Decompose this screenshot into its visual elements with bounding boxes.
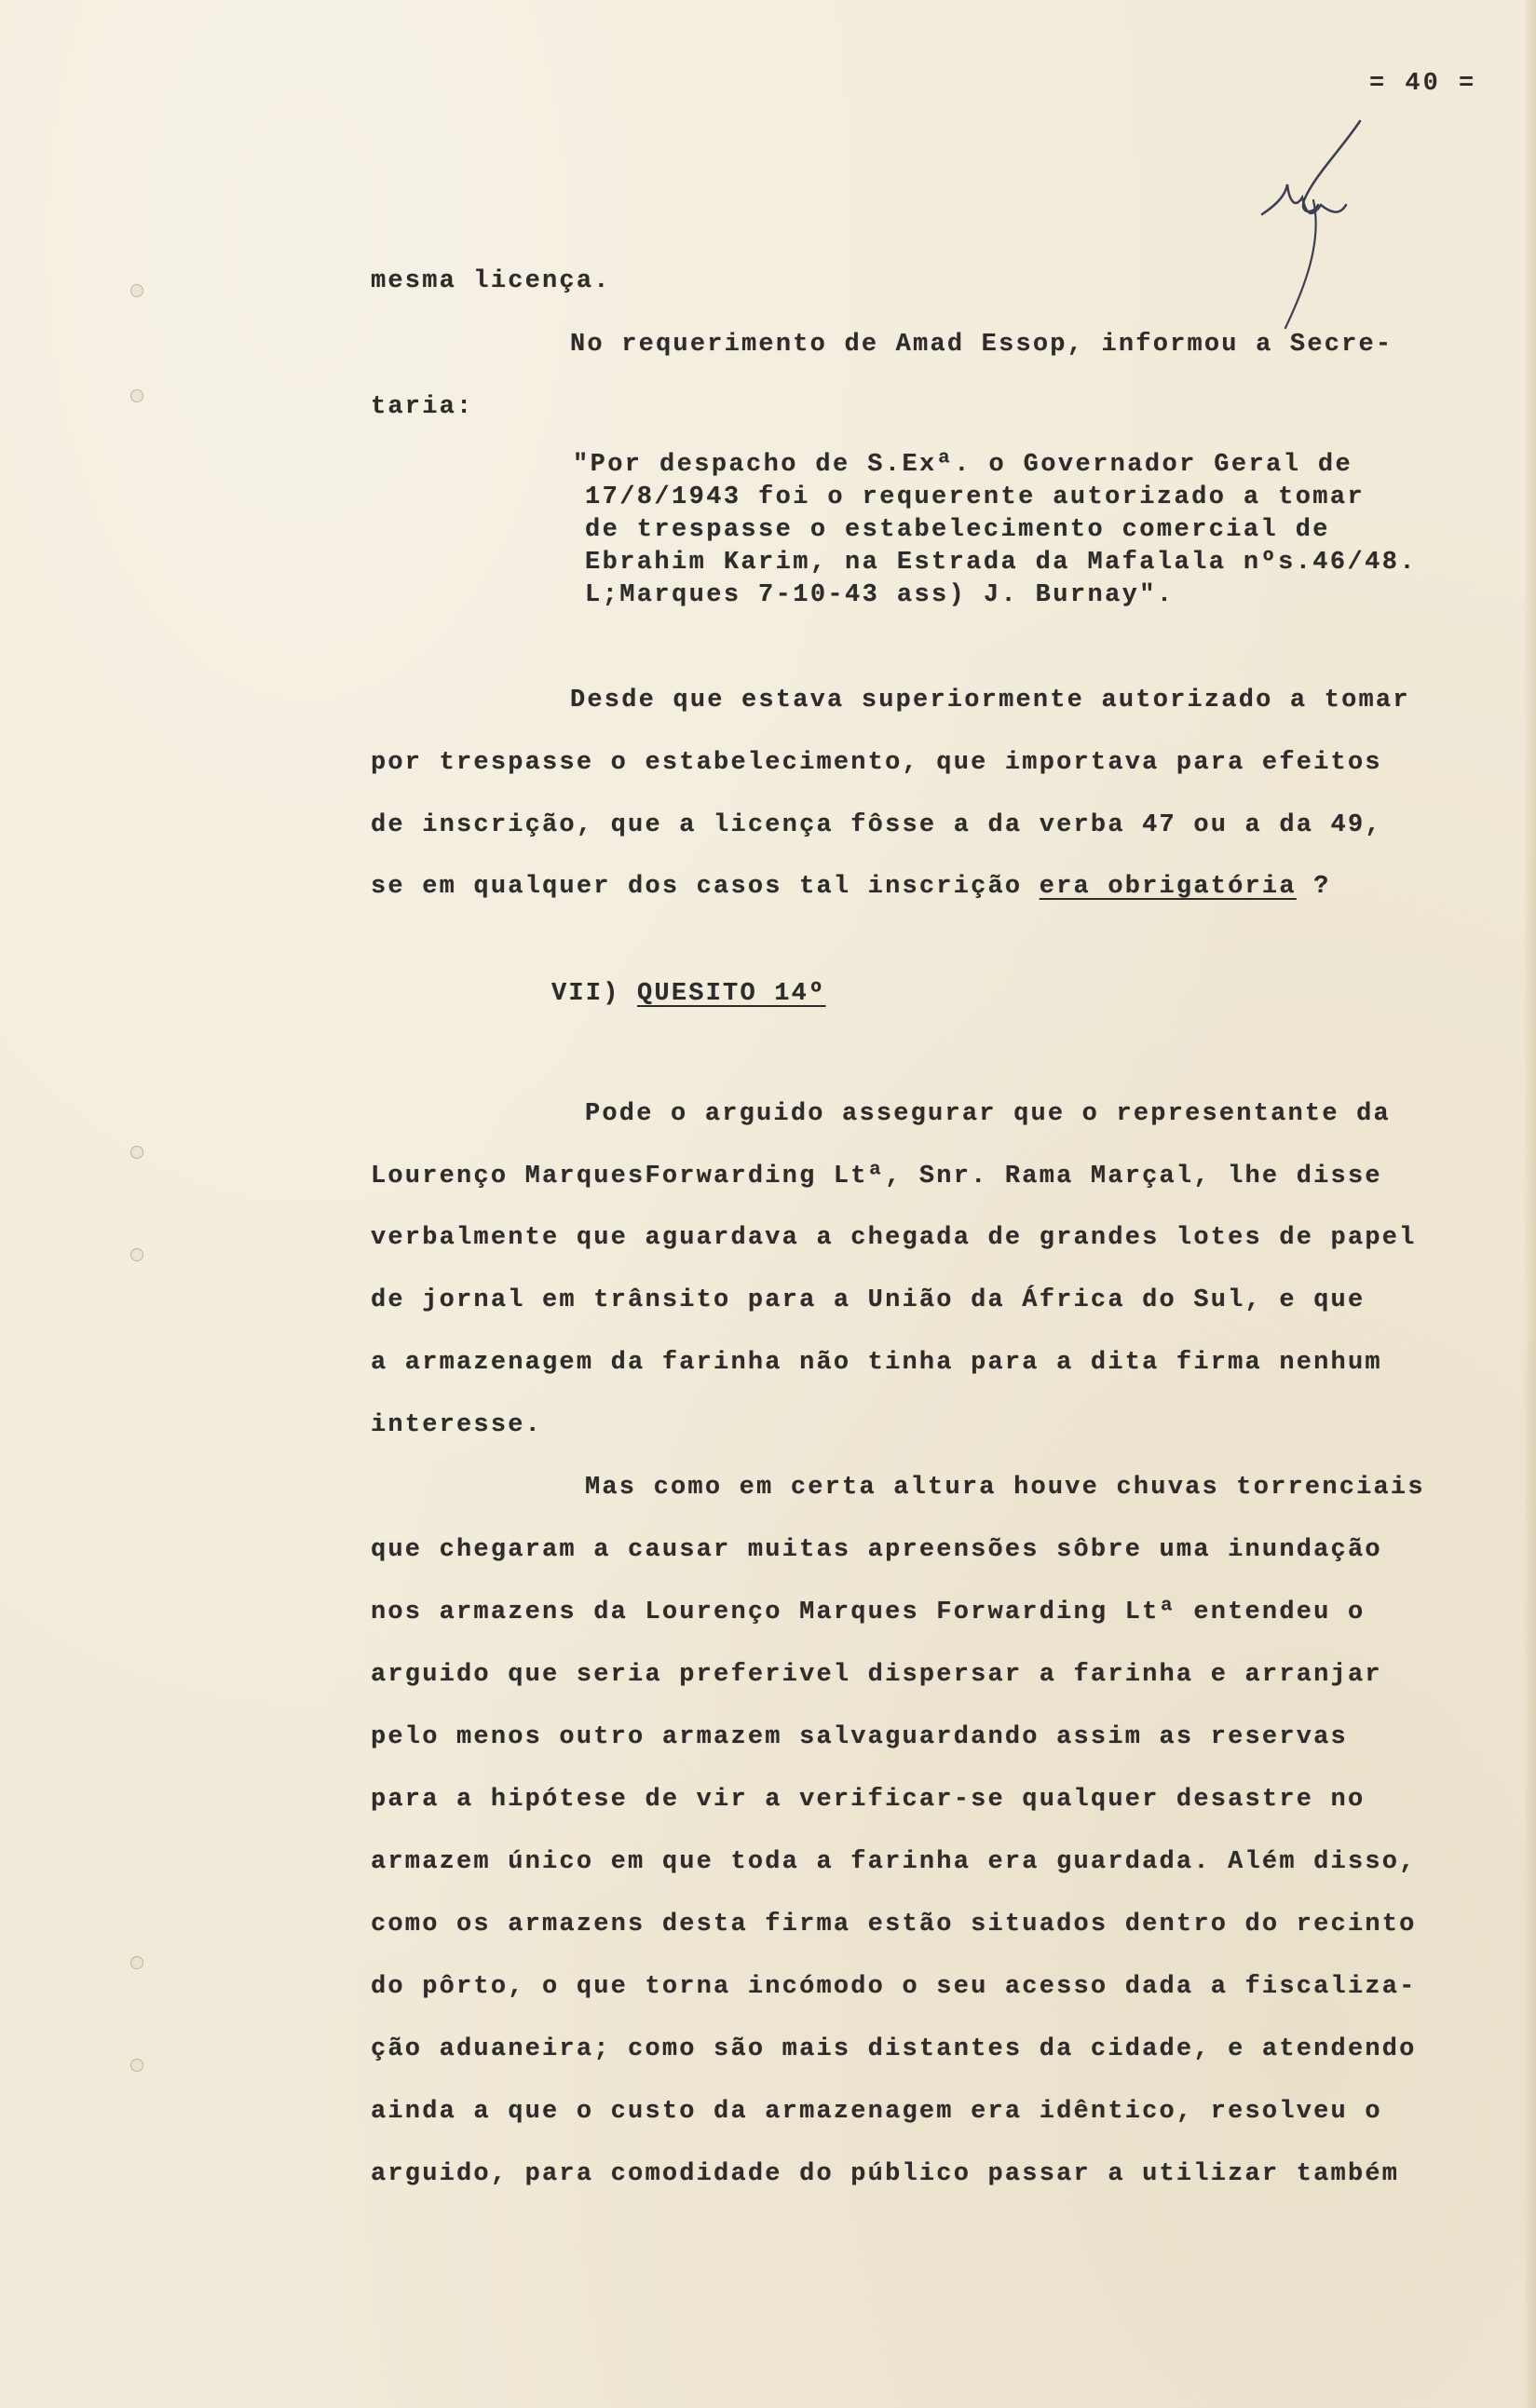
text-line: como os armazens desta firma estão situados dentro do recinto bbox=[371, 1911, 1417, 1939]
text-line: nos armazens da Lourenço Marques Forwarding Ltª entendeu o bbox=[371, 1599, 1366, 1626]
text-line: arguido que seria preferivel dispersar a farinha e arranjar bbox=[371, 1661, 1382, 1689]
text-line: Pode o arguido assegurar que o representante da bbox=[585, 1100, 1391, 1128]
text-line: para a hipótese de vir a verificar-se qualquer desastre no bbox=[371, 1786, 1366, 1814]
punch-hole bbox=[130, 389, 143, 402]
text-span: se em qualquer dos casos tal inscrição bbox=[371, 873, 1040, 901]
section-number: VII) bbox=[551, 980, 620, 1008]
punch-hole bbox=[130, 2059, 143, 2072]
punch-hole bbox=[130, 1956, 143, 1969]
punch-hole bbox=[130, 1248, 143, 1261]
section-heading bbox=[551, 980, 825, 1008]
quote-line: "Por despacho de S.Exª. o Governador Geral de bbox=[573, 451, 1353, 479]
text-line: verbalmente que aguardava a chegada de grandes lotes de papel bbox=[371, 1224, 1417, 1252]
quote-line: de trespasse o estabelecimento comercial de bbox=[585, 516, 1330, 544]
quote-line: Ebrahim Karim, na Estrada da Mafalala nºs.46/48. bbox=[585, 549, 1417, 577]
text-line: que chegaram a causar muitas apreensões sôbre uma inundação bbox=[371, 1536, 1382, 1564]
text-line: mesma licença. bbox=[371, 267, 611, 295]
text-line: Lourenço MarquesForwarding Ltª, Snr. Rama Marçal, lhe disse bbox=[371, 1163, 1382, 1190]
text-line: de jornal em trânsito para a União da África do Sul, e que bbox=[371, 1286, 1366, 1314]
quote-line: L;Marques 7-10-43 ass) J. Burnay". bbox=[585, 581, 1175, 609]
text-line: a armazenagem da farinha não tinha para a dita firma nenhum bbox=[371, 1349, 1382, 1377]
text-line: No requerimento de Amad Essop, informou a Secre- bbox=[570, 331, 1393, 359]
text-line: ção aduaneira; como são mais distantes da cidade, e atendendo bbox=[371, 2035, 1417, 2063]
text-line: arguido, para comodidade do público passar a utilizar também bbox=[371, 2160, 1400, 2188]
section-title: QUESITO 14º bbox=[637, 980, 826, 1008]
text-line: por trespasse o estabelecimento, que importava para efeitos bbox=[371, 749, 1382, 777]
text-line bbox=[371, 873, 1331, 901]
handwritten-signature bbox=[1248, 112, 1379, 335]
page-number: = 40 = bbox=[1369, 70, 1477, 98]
text-line: pelo menos outro armazem salvaguardando assim as reservas bbox=[371, 1723, 1348, 1751]
underlined-emphasis: era obrigatória bbox=[1039, 873, 1297, 901]
text-line: ainda a que o custo da armazenagem era idêntico, resolveu o bbox=[371, 2098, 1382, 2126]
text-line: interesse. bbox=[371, 1411, 543, 1439]
text-line: armazem único em que toda a farinha era guardada. Além disso, bbox=[371, 1848, 1417, 1876]
text-line: de inscrição, que a licença fôsse a da verba 47 ou a da 49, bbox=[371, 811, 1382, 839]
text-line: do pôrto, o que torna incómodo o seu acesso dada a fiscaliza- bbox=[371, 1973, 1417, 2001]
quote-line: 17/8/1943 foi o requerente autorizado a tomar bbox=[585, 483, 1366, 511]
text-line: Desde que estava superiormente autorizado a tomar bbox=[570, 687, 1410, 714]
text-span: ? bbox=[1296, 873, 1331, 901]
punch-hole bbox=[130, 1146, 143, 1159]
punch-hole bbox=[130, 284, 143, 297]
text-line: Mas como em certa altura houve chuvas torrenciais bbox=[585, 1474, 1425, 1502]
text-line: taria: bbox=[371, 393, 474, 421]
